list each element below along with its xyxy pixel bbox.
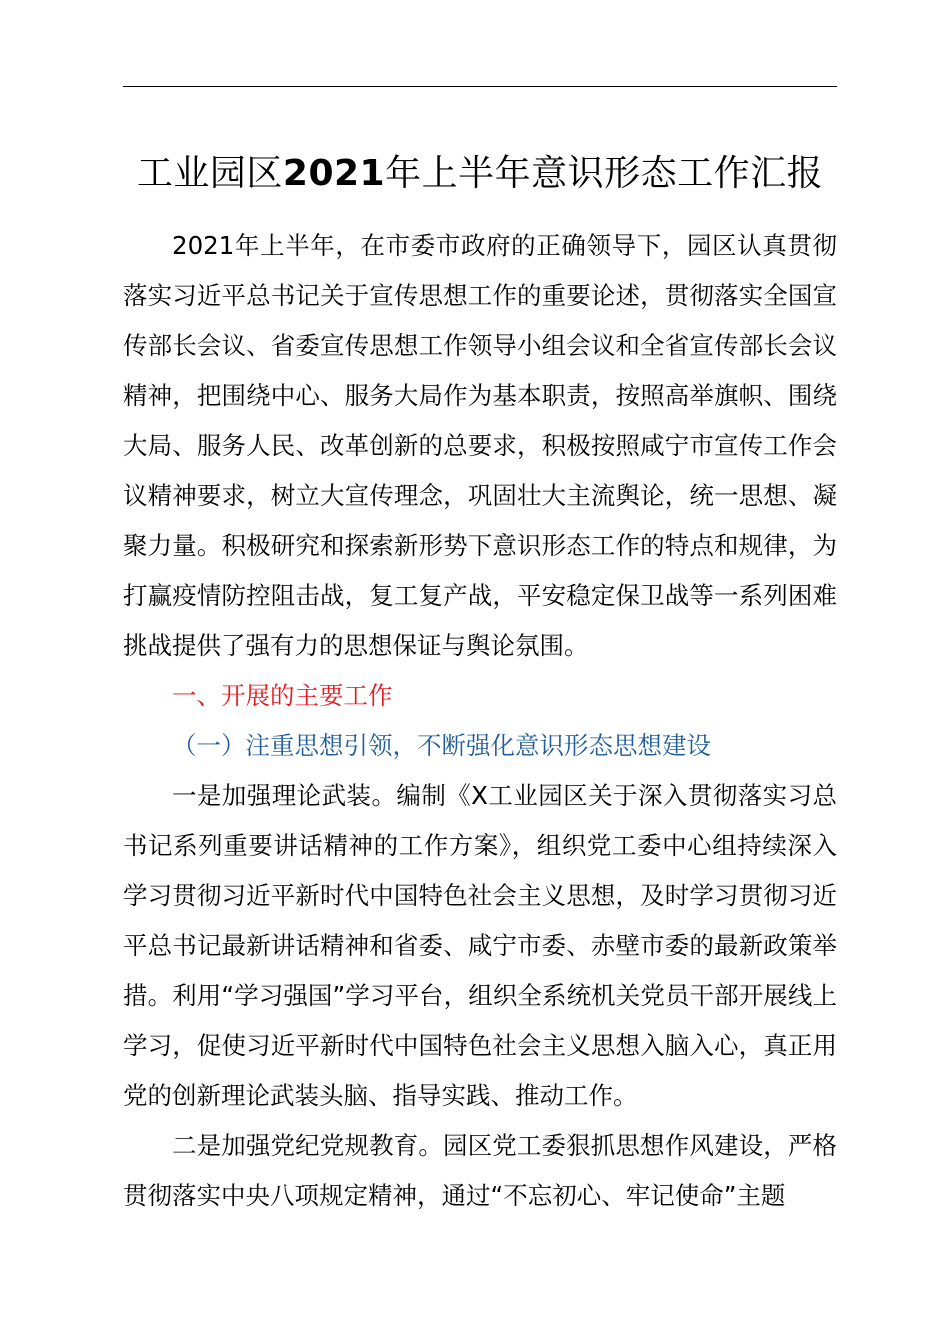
intro-paragraph: 2021年上半年，在市委市政府的正确领导下，园区认真贯彻落实习近平总书记关于宣传思想工作的重要论述，贯彻落实全国宣传部长会议、省委宣传思想工作领导小组会议和全省宣传部长会议精神，把围绕中心、服务大局作为基本职责，按照高举旗帜、围绕大局、服务人民、改革创新的总要求，积极按照咸宁市宣传工作会议精神要求，树立大宣传理念，巩固壮大主流舆论，统一思想、凝聚力量。积极研究和探索新形势下意识形态工作的特点和规律，为打赢疫情防控阻击战，复工复产战，平安稳定保卫战等一系列困难挑战提供了强有力的思想保证与舆论氛围。 xyxy=(123,231,837,660)
title-suffix: 年上半年意识形态工作汇报 xyxy=(385,153,824,194)
paragraph-discipline: 二是加强党纪党规教育。园区党工委狠抓思想作风建设，严格贯彻落实中央八项规定精神，通过“不忘初心、牢记使命”主题 xyxy=(123,1131,837,1210)
paragraph-theory: 一是加强理论武装。编制《X工业园区关于深入贯彻落实习总书记系列重要讲话精神的工作方案》，组织党工委中心组持续深入学习贯彻习近平新时代中国特色社会主义思想，及时学习贯彻习近平总书记最新讲话精神和省委、咸宁市委、赤壁市委的最新政策举措。利用“学习强国”学习平台，组织全系统机关党员干部开展线上学习，促使习近平新时代中国特色社会主义思想入脑入心，真正用党的创新理论武装头脑、指导实践、推动工作。 xyxy=(123,781,837,1110)
subsection-heading: （一）注重思想引领，不断强化意识形态思想建设 xyxy=(172,731,711,760)
header-rule xyxy=(123,86,837,87)
title-prefix: 工业园区 xyxy=(136,153,283,194)
title-year: 2021 xyxy=(282,153,386,194)
section-heading: 一、开展的主要工作 xyxy=(172,681,393,710)
document-title xyxy=(100,148,860,200)
